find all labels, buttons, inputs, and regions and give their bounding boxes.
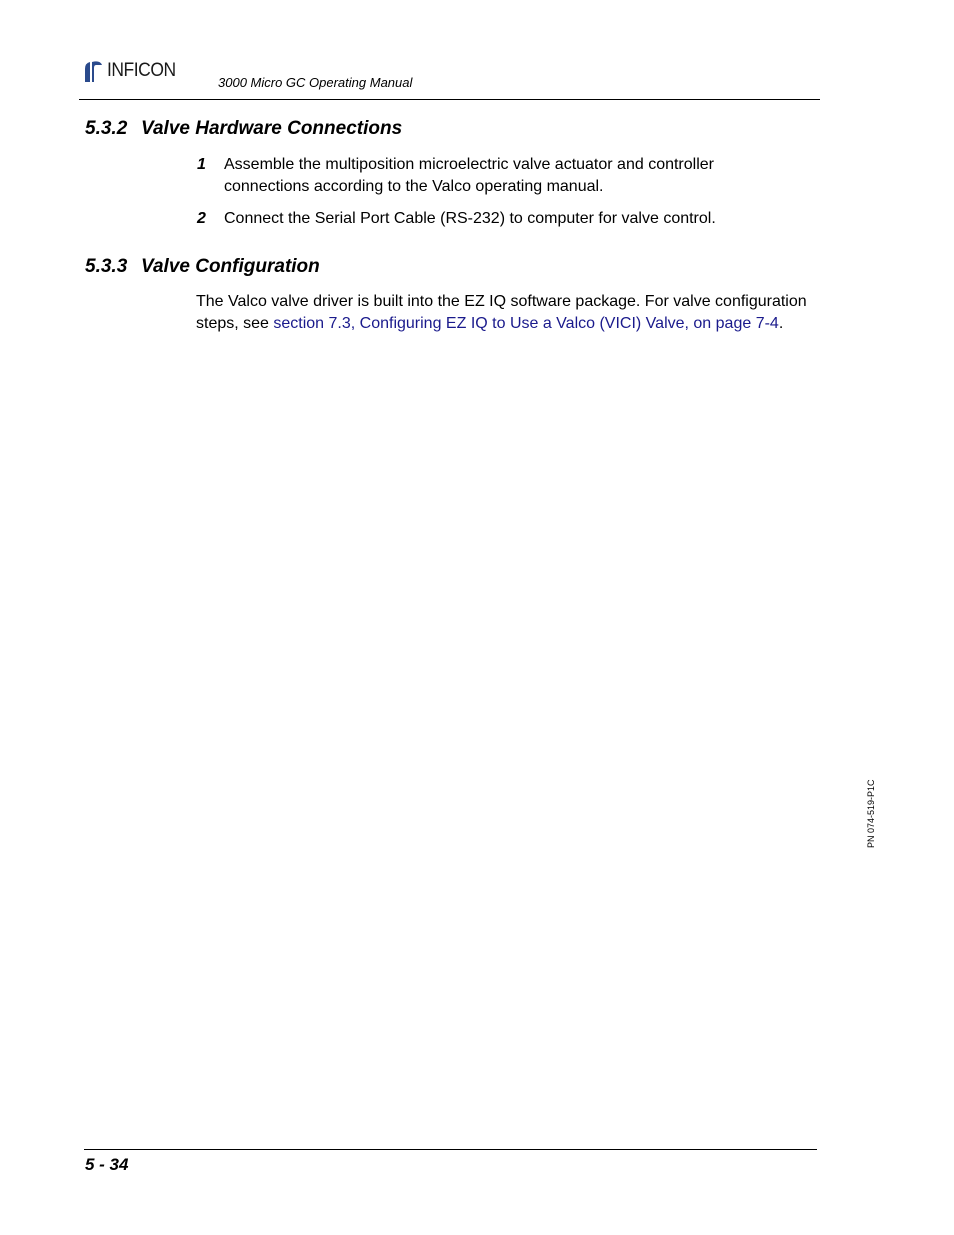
valve-configuration-paragraph	[196, 291, 821, 335]
step-text: Connect the Serial Port Cable (RS-232) to computer for valve control.	[224, 210, 716, 227]
step-number: 1	[197, 156, 206, 173]
paragraph-text-end: .	[778, 315, 784, 332]
footer-divider	[84, 1149, 817, 1150]
header-divider	[79, 99, 820, 100]
section-heading-5-3-3	[85, 256, 320, 278]
step-text: Assemble the multiposition microelectric valve actuator and controller connections according to the Valco operating manual.	[224, 156, 714, 195]
logo-text: INFICON	[107, 60, 176, 81]
section-title: Valve Configuration	[141, 256, 320, 277]
cross-reference-link[interactable]: section 7.3, Configuring EZ IQ to Use a Valco (VICI) Valve, on page 7-4	[273, 315, 779, 332]
part-number: PN 074-519-P1C	[866, 779, 876, 848]
section-number: 5.3.2	[85, 118, 128, 139]
section-number: 5.3.3	[85, 256, 128, 277]
section-heading-5-3-2	[85, 118, 402, 140]
document-title: 3000 Micro GC Operating Manual	[218, 75, 413, 90]
inficon-logo	[82, 58, 182, 84]
paragraph-text: The Valco valve driver is built into the EZ IQ software package. For valve configuration steps, see	[196, 293, 807, 332]
inficon-logo-icon	[82, 59, 104, 83]
step-number: 2	[197, 210, 206, 227]
page-number: 5 - 34	[85, 1155, 129, 1174]
step-1	[197, 154, 797, 198]
step-2	[197, 208, 797, 230]
section-title: Valve Hardware Connections	[141, 118, 403, 139]
